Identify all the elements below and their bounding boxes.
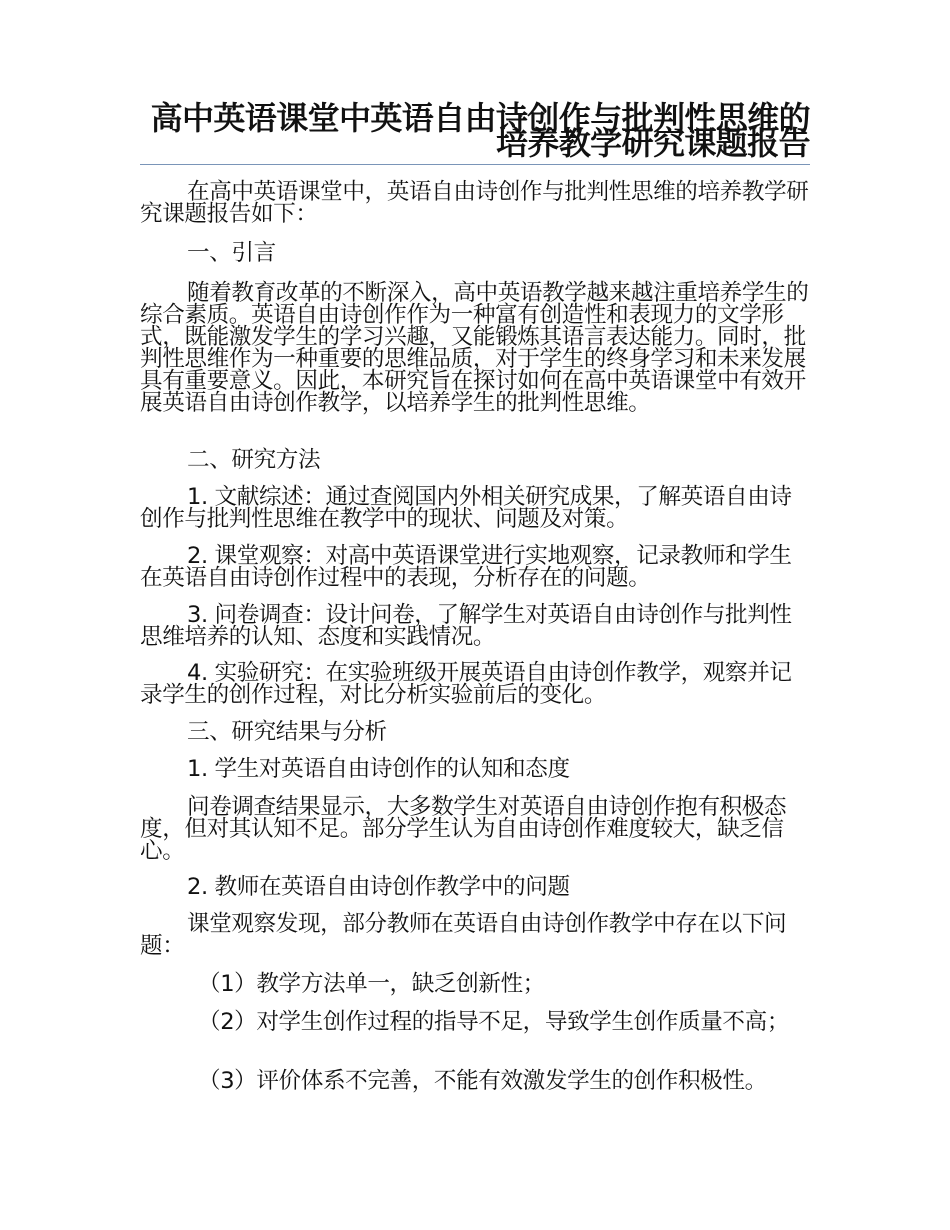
method-literature-review: 1. 文献综述：通过查阅国内外相关研究成果，了解英语自由诗创作与批判性思维在教学中的现状、问题及对策。	[140, 484, 792, 532]
result-subheading-teacher-problems: 2. 教师在英语自由诗创作教学中的问题	[187, 874, 570, 900]
introduction-paragraph: 随着教育改革的不断深入，高中英语教学越来越注重培养学生的综合素质。英语自由诗创作作为一种富有创造性和表现力的文学形式，既能激发学生的学习兴趣，又能锻炼其语言表达能力。同时，批判性思维作为一种重要的思维品质，对于学生的终身学习和未来发展具有重要意义。因此，本研究旨在探讨如何在高中英语课堂中有效开展英语自由诗创作教学，以培养学生的批判性思维。	[140, 280, 809, 416]
section-heading-introduction: 一、引言	[187, 240, 276, 266]
method-experiment: 4. 实验研究：在实验班级开展英语自由诗创作教学，观察并记录学生的创作过程，对比分析实验前后的变化。	[140, 660, 792, 708]
method-questionnaire: 3. 问卷调查：设计问卷，了解学生对英语自由诗创作与批判性思维培养的认知、态度和实践情况。	[140, 602, 792, 650]
intro-paragraph: 在高中英语课堂中，英语自由诗创作与批判性思维的培养教学研究课题报告如下：	[140, 179, 809, 227]
result-student-attitude-paragraph: 问卷调查结果显示，大多数学生对英语自由诗创作抱有积极态度，但对其认知不足。部分学生认为自由诗创作难度较大，缺乏信心。	[140, 794, 787, 864]
section-heading-methods: 二、研究方法	[187, 447, 321, 473]
problem-item-1: （1）教学方法单一，缺乏创新性；	[198, 971, 545, 997]
document-title: 高中英语课堂中英语自由诗创作与批判性思维的培养教学研究课题报告	[150, 99, 810, 162]
result-teacher-problems-paragraph: 课堂观察发现，部分教师在英语自由诗创作教学中存在以下问题：	[140, 911, 787, 959]
method-classroom-observation: 2. 课堂观察：对高中英语课堂进行实地观察，记录教师和学生在英语自由诗创作过程中的表现，分析存在的问题。	[140, 543, 792, 591]
title-block	[140, 99, 810, 165]
problem-item-2: （2）对学生创作过程的指导不足，导致学生创作质量不高；	[198, 1009, 790, 1035]
problem-item-3: （3）评价体系不完善，不能有效激发学生的创作积极性。	[198, 1068, 767, 1094]
result-subheading-student-attitude: 1. 学生对英语自由诗创作的认知和态度	[187, 756, 570, 782]
section-heading-results: 三、研究结果与分析	[187, 719, 387, 745]
